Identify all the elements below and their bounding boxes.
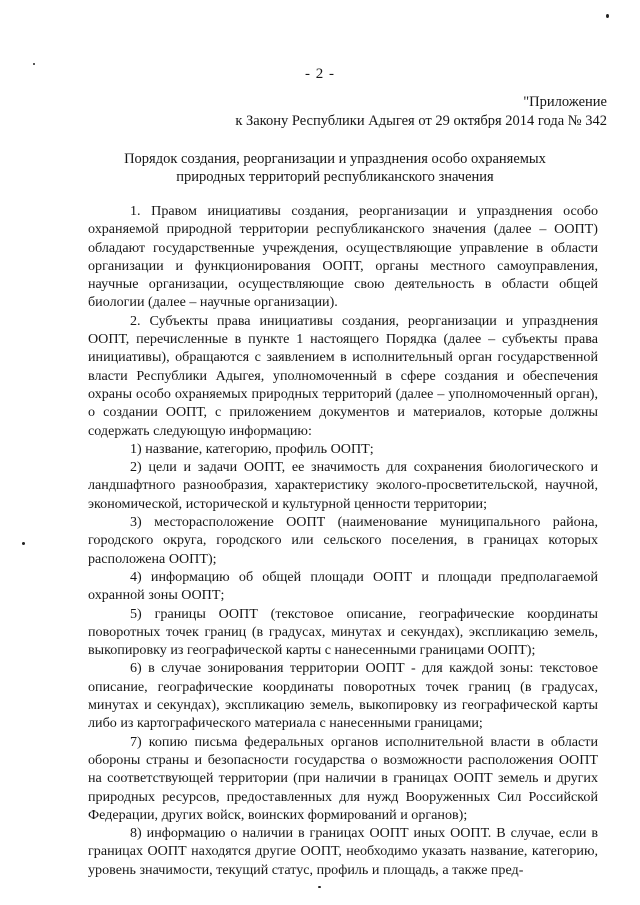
scan-speck-top-right — [606, 14, 609, 18]
scan-speck-left-mid — [22, 542, 25, 545]
law-reference: к Закону Республики Адыгея от 29 октября 2014 года № 342 — [235, 113, 607, 129]
title-line-1: Порядок создания, реорганизации и упразднения особо охраняемых — [124, 151, 546, 167]
paragraph-1: 1. Правом инициативы создания, реорганизации и упразднения особо охраняемой природной территории республиканского значения (далее – ООПТ) обладают государственные учреждения, осуществляющие управление в области организации и функционирования ООПТ, органы местного самоуправления, научные организации, осуществляющие свою деятельность в области общей биологии (далее – научные организации). — [88, 203, 598, 311]
paragraph-2: 2. Субъекты права инициативы создания, реорганизации и упразднения ООПТ, перечисленные в пункте 1 настоящего Порядка (далее – субъекты права инициативы), обращаются с заявлением в исполнительный орган государственной власти Республики Адыгея, уполномоченный в сфере создания и обеспечения охраны особо охраняемых природных территорий (далее – уполномоченный орган), о создании ООПТ, с приложением документов и материалов, которые должны содержать следующую информацию: — [88, 312, 598, 439]
list-item-1: 1) название, категорию, профиль ООПТ; — [130, 440, 374, 457]
list-item-2: 2) цели и задачи ООПТ, ее значимость для сохранения биологического и ландшафтного разнообразия, характеристику эколого-просветительской, научной, экономической, исторической и культурной ценности территории; — [88, 459, 598, 512]
list-item-8: 8) информацию о наличии в границах ООПТ иных ООПТ. В случае, если в границах ООПТ находятся другие ООПТ, необходимо указать название, категорию, уровень значимости, текущий статус, профиль и площадь, а также пред- — [88, 825, 598, 878]
title-line-2: природных территорий республиканского значения — [176, 169, 494, 185]
list-item-4: 4) информацию об общей площади ООПТ и площади предполагаемой охранной зоны ООПТ; — [88, 568, 598, 604]
list-item-6: 6) в случае зонирования территории ООПТ - для каждой зоны: текстовое описание, географические координаты поворотных точек границ (в градусах, минутах и секундах), экспликацию земель, выкопировку из географической карты либо из картографического материала с нанесенными границами; — [88, 660, 598, 732]
list-item-7: 7) копию письма федеральных органов исполнительной власти в области обороны страны и безопасности государства о возможности расположения ООПТ на соответствующей территории (при наличии в границах ООПТ земель и других природных ресурсов, предоставленных для нужд Вооруженных Сил Российской Федерации, других войск, воинских формирований и органов); — [88, 733, 598, 823]
scan-speck-left-top — [33, 63, 35, 65]
appendix-label: "Приложение — [523, 94, 607, 110]
document-body — [88, 202, 598, 879]
appendix-reference — [235, 93, 607, 131]
list-item-3: 3) месторасположение ООПТ (наименование муниципального района, городского округа, городского или сельского поселения, в границах которых расположена ООПТ); — [88, 514, 598, 567]
list-item-5: 5) границы ООПТ (текстовое описание, географические координаты поворотных точек границ (в градусах, минутах и секундах), экспликацию земель, выкопировку из географической карты с нанесенными границами ООПТ); — [88, 605, 598, 659]
page-number: - 2 - — [305, 66, 335, 82]
document-title — [60, 150, 610, 186]
scan-speck-bottom — [318, 886, 321, 888]
